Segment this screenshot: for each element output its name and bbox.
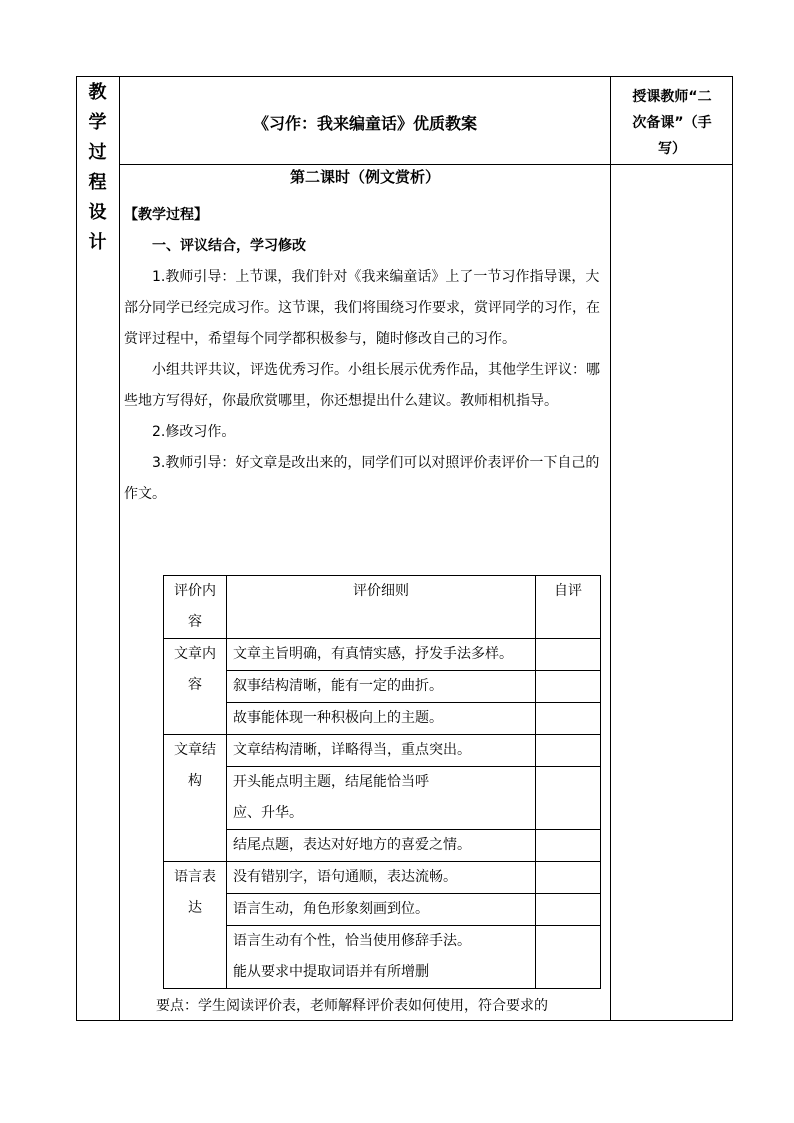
frame-col1 [119, 76, 120, 1021]
rubric-criterion: 叙事结构清晰，能有一定的曲折。 [227, 671, 536, 703]
rubric-criterion: 没有错别字，语句通顺，表达流畅。 [227, 862, 536, 894]
self-eval-cell[interactable] [536, 735, 601, 767]
rubric-category: 文章内容 [164, 639, 227, 735]
self-eval-cell[interactable] [536, 926, 601, 989]
self-eval-cell[interactable] [536, 671, 601, 703]
table-row [164, 926, 601, 989]
table-row [164, 830, 601, 862]
rubric-header-category: 评价内容 [164, 576, 227, 639]
rubric-category: 文章结构 [164, 735, 227, 862]
table-row [164, 703, 601, 735]
rubric-header-row [164, 576, 601, 639]
rubric-header-criteria: 评价细则 [227, 576, 536, 639]
self-eval-cell[interactable] [536, 894, 601, 926]
rubric-criterion: 开头能点明主题，结尾能恰当呼应、升华。 [227, 767, 536, 830]
paragraph-4: 3.教师引导：好文章是改出来的，同学们可以对照评价表评价一下自己的作文。 [124, 455, 600, 502]
table-row [164, 767, 601, 830]
rubric-criterion: 文章主旨明确，有真情实感，抒发手法多样。 [227, 639, 536, 671]
self-eval-cell[interactable] [536, 862, 601, 894]
paragraph-2: 小组共评共议，评选优秀习作。小组长展示优秀作品，其他学生评议：哪些地方写得好，你最欣赏哪里，你还想提出什么建议。教师相机指导。 [124, 362, 600, 409]
frame-header-divider [119, 164, 733, 165]
key-points-text: 要点：学生阅读评价表，老师解释评价表如何使用，符合要求的 [156, 998, 548, 1014]
document-title: 《习作：我来编童话》优质教案 [252, 114, 477, 133]
rubric-header-self-eval: 自评 [536, 576, 601, 639]
teacher-notes-header: 授课教师“二 次备课”（手 写） [632, 89, 712, 157]
paragraph-3: 2.修改习作。 [152, 424, 236, 440]
rubric-criterion: 语言生动有个性，恰当使用修辞手法。能从要求中提取词语并有所增删 [227, 926, 536, 989]
rubric-criterion: 语言生动，角色形象刻画到位。 [227, 894, 536, 926]
table-row [164, 735, 601, 767]
rubric-criterion: 故事能体现一种积极向上的主题。 [227, 703, 536, 735]
self-eval-cell[interactable] [536, 830, 601, 862]
paragraph-1: 1.教师引导：上节课，我们针对《我来编童话》上了一节习作指导课，大部分同学已经完成习作。这节课，我们将围绕习作要求，赏评同学的习作，在赏评过程中，希望每个同学都积极参与，随时修改自己的习作。 [124, 269, 600, 347]
side-label-teaching-process-design: 教 学 过 程 设 计 [88, 82, 107, 253]
frame-top [76, 76, 733, 77]
lesson-content [124, 200, 604, 510]
frame-bottom [76, 1020, 733, 1021]
table-row [164, 862, 601, 894]
self-eval-cell[interactable] [536, 639, 601, 671]
table-row [164, 639, 601, 671]
table-row [164, 894, 601, 926]
section-heading: 一、评议结合，学习修改 [152, 238, 306, 254]
table-row [164, 671, 601, 703]
frame-col2 [610, 76, 611, 1021]
rubric-criterion: 结尾点题，表达对好地方的喜爱之情。 [227, 830, 536, 862]
frame-right [732, 76, 733, 1021]
section-tag: 【教学过程】 [124, 207, 208, 223]
evaluation-rubric-table [163, 575, 601, 989]
lesson-subtitle: 第二课时（例文赏析） [289, 168, 440, 186]
self-eval-cell[interactable] [536, 703, 601, 735]
rubric-criterion: 文章结构清晰，详略得当，重点突出。 [227, 735, 536, 767]
self-eval-cell[interactable] [536, 767, 601, 830]
rubric-category: 语言表达 [164, 862, 227, 989]
